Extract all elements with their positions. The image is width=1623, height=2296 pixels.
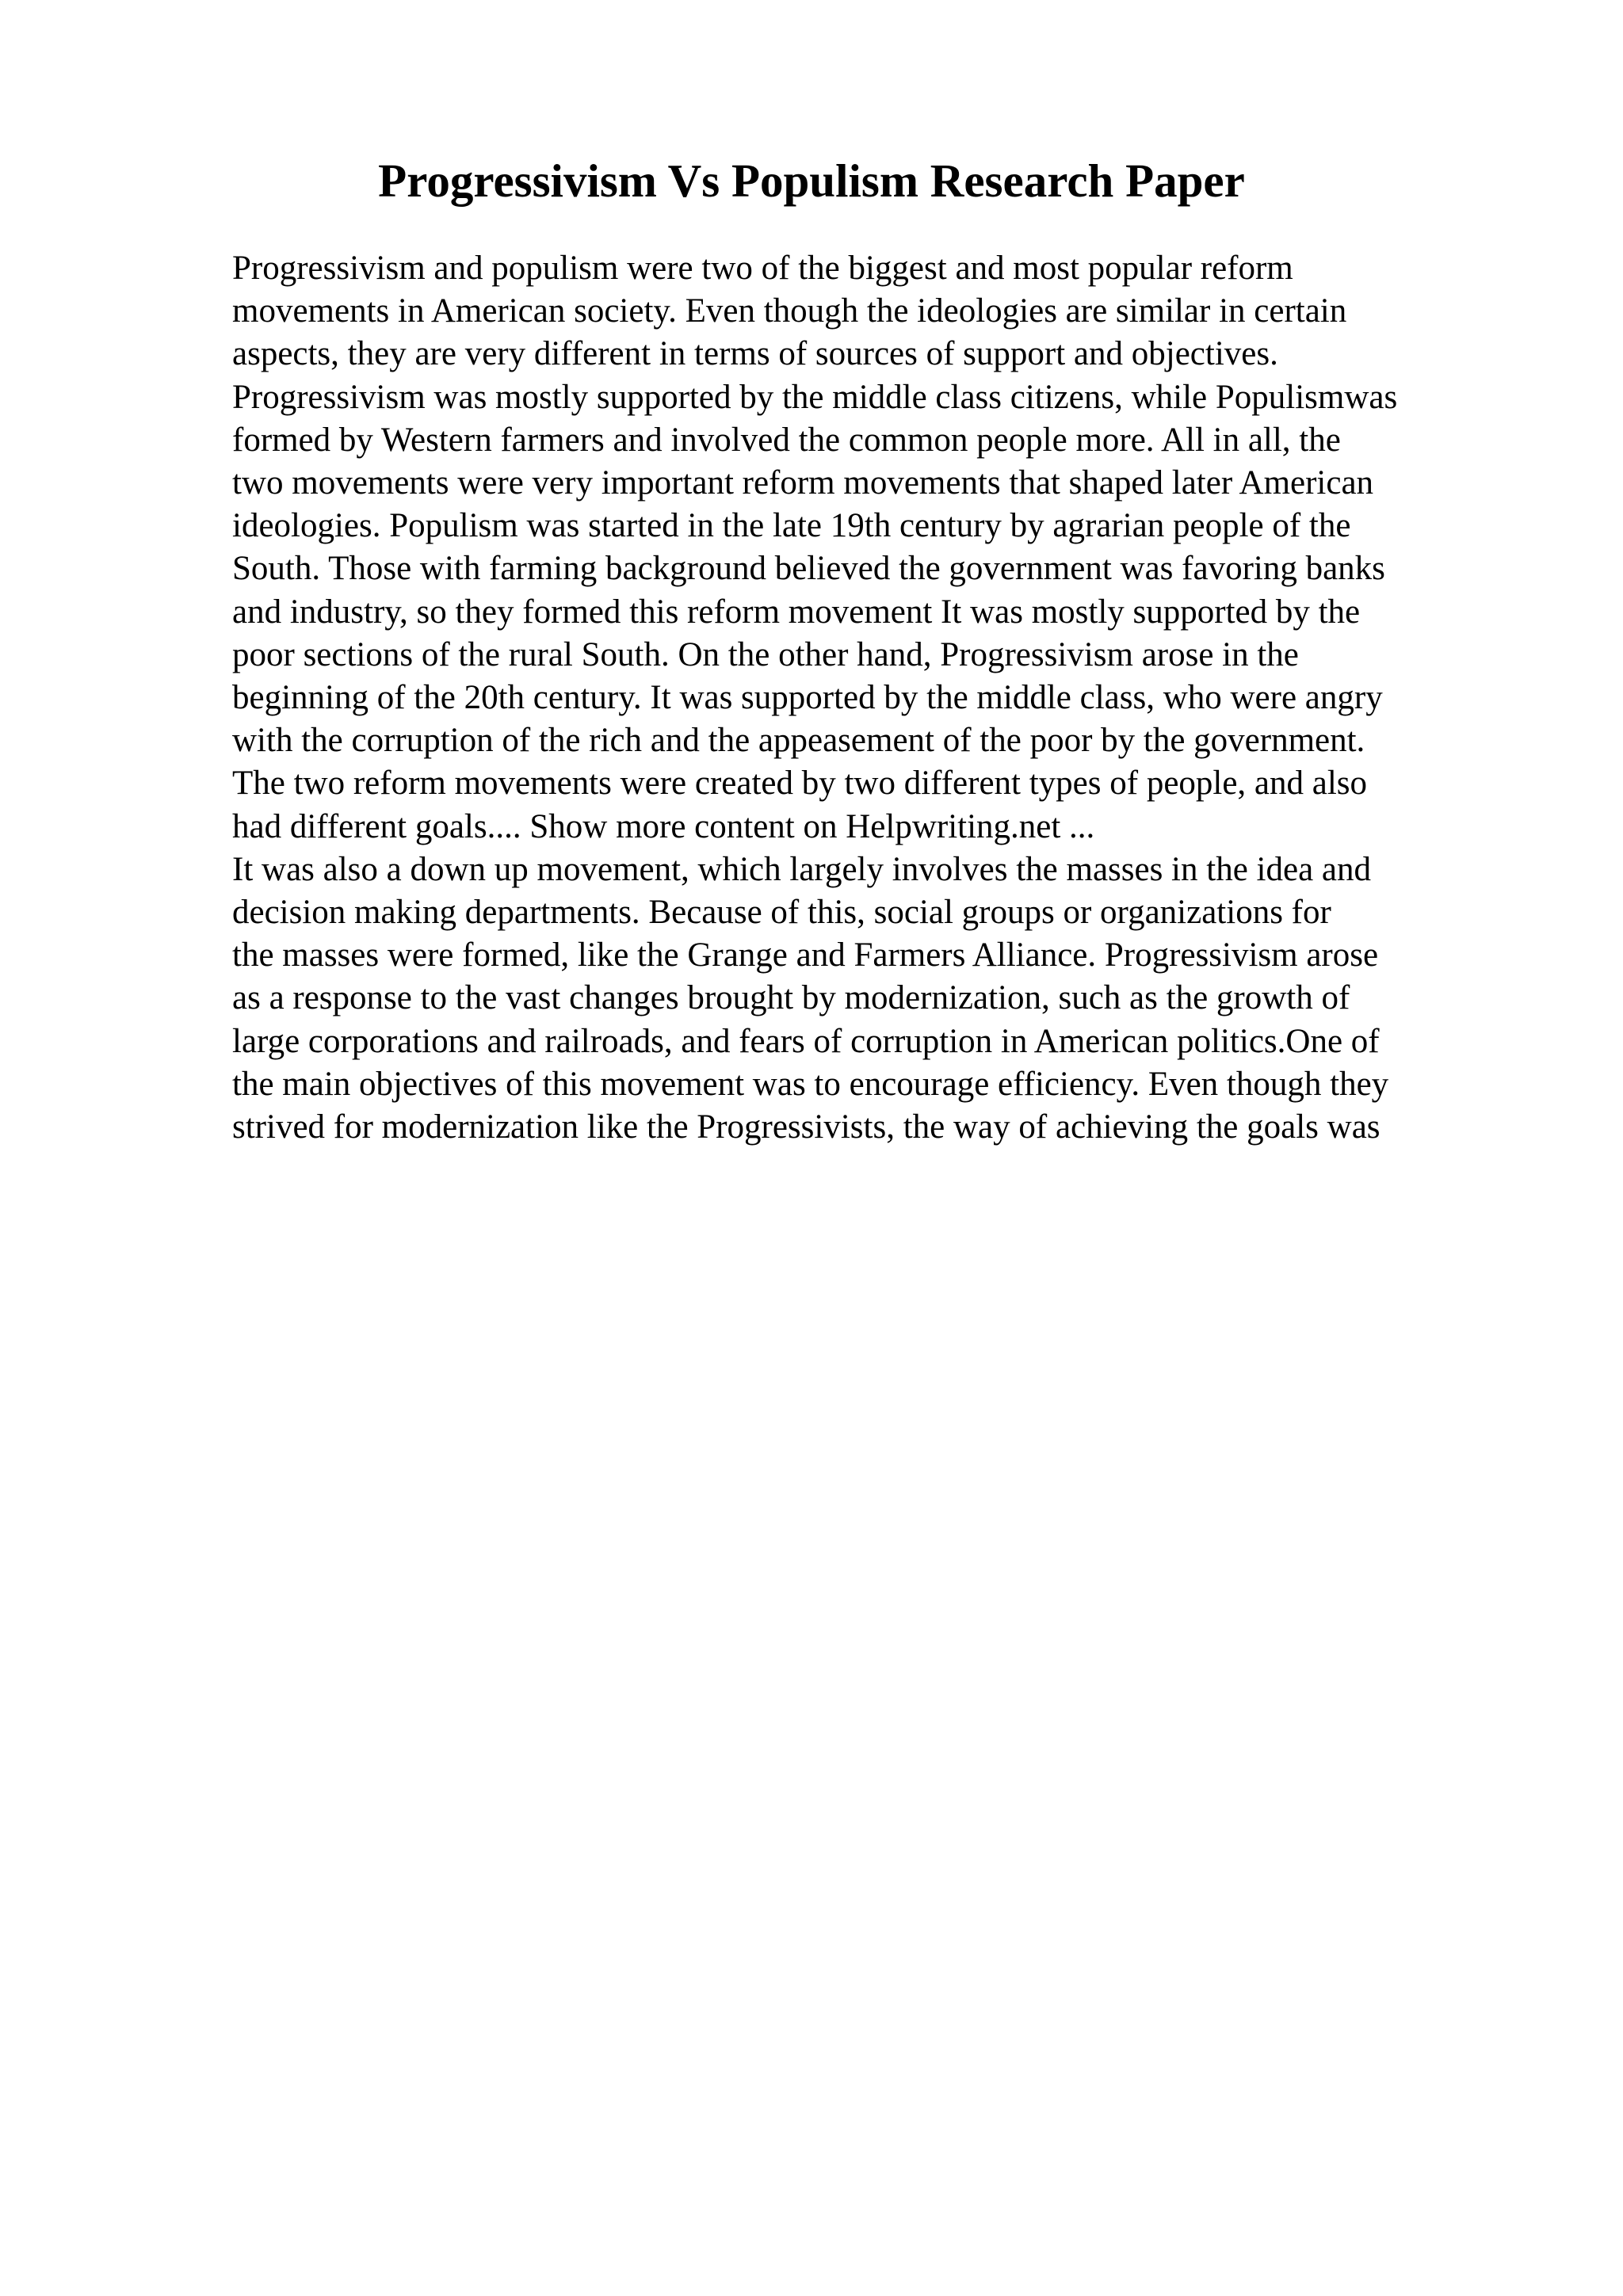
text-line: poor sections of the rural South. On the other hand, Progressivism arose in the <box>232 635 1299 673</box>
text-line: and industry, so they formed this reform movement It was mostly supported by the <box>232 593 1361 631</box>
text-line: movements in American society. Even though the ideologies are similar in certain <box>232 292 1347 330</box>
text-line: the main objectives of this movement was to encourage efficiency. Even though they <box>232 1065 1389 1103</box>
text-line: South. Those with farming background believed the government was favoring banks <box>232 550 1385 588</box>
text-line: the masses were formed, like the Grange and Farmers Alliance. Progressivism arose <box>232 936 1379 974</box>
text-line: ideologies. Populism was started in the late 19th century by agrarian people of the <box>232 507 1351 545</box>
text-line: strived for modernization like the Progressivists, the way of achieving the goals was <box>232 1108 1381 1146</box>
text-line: aspects, they are very different in terms of sources of support and objectives. <box>232 335 1278 373</box>
body-text <box>232 247 1516 1149</box>
text-line: The two reform movements were created by two different types of people, and also <box>232 765 1368 803</box>
text-line: Progressivism was mostly supported by the middle class citizens, while Populismwas <box>232 378 1398 416</box>
text-line: as a response to the vast changes brought by modernization, such as the growth of <box>232 979 1350 1017</box>
text-line: It was also a down up movement, which largely involves the masses in the idea and <box>232 850 1371 888</box>
text-line: large corporations and railroads, and fears of corruption in American politics.One of <box>232 1022 1380 1060</box>
text-line: Progressivism and populism were two of the biggest and most popular reform <box>232 250 1293 287</box>
text-line: with the corruption of the rich and the appeasement of the poor by the government. <box>232 722 1365 760</box>
text-line: two movements were very important reform movements that shaped later American <box>232 464 1374 502</box>
page-title: Progressivism Vs Populism Research Paper <box>378 154 1245 207</box>
text-line: had different goals.... Show more content on Helpwriting.net ... <box>232 807 1095 845</box>
text-line: formed by Western farmers and involved the common people more. All in all, the <box>232 421 1341 459</box>
text-line: decision making departments. Because of this, social groups or organizations for <box>232 894 1331 932</box>
text-line: beginning of the 20th century. It was supported by the middle class, who were angry <box>232 679 1383 717</box>
